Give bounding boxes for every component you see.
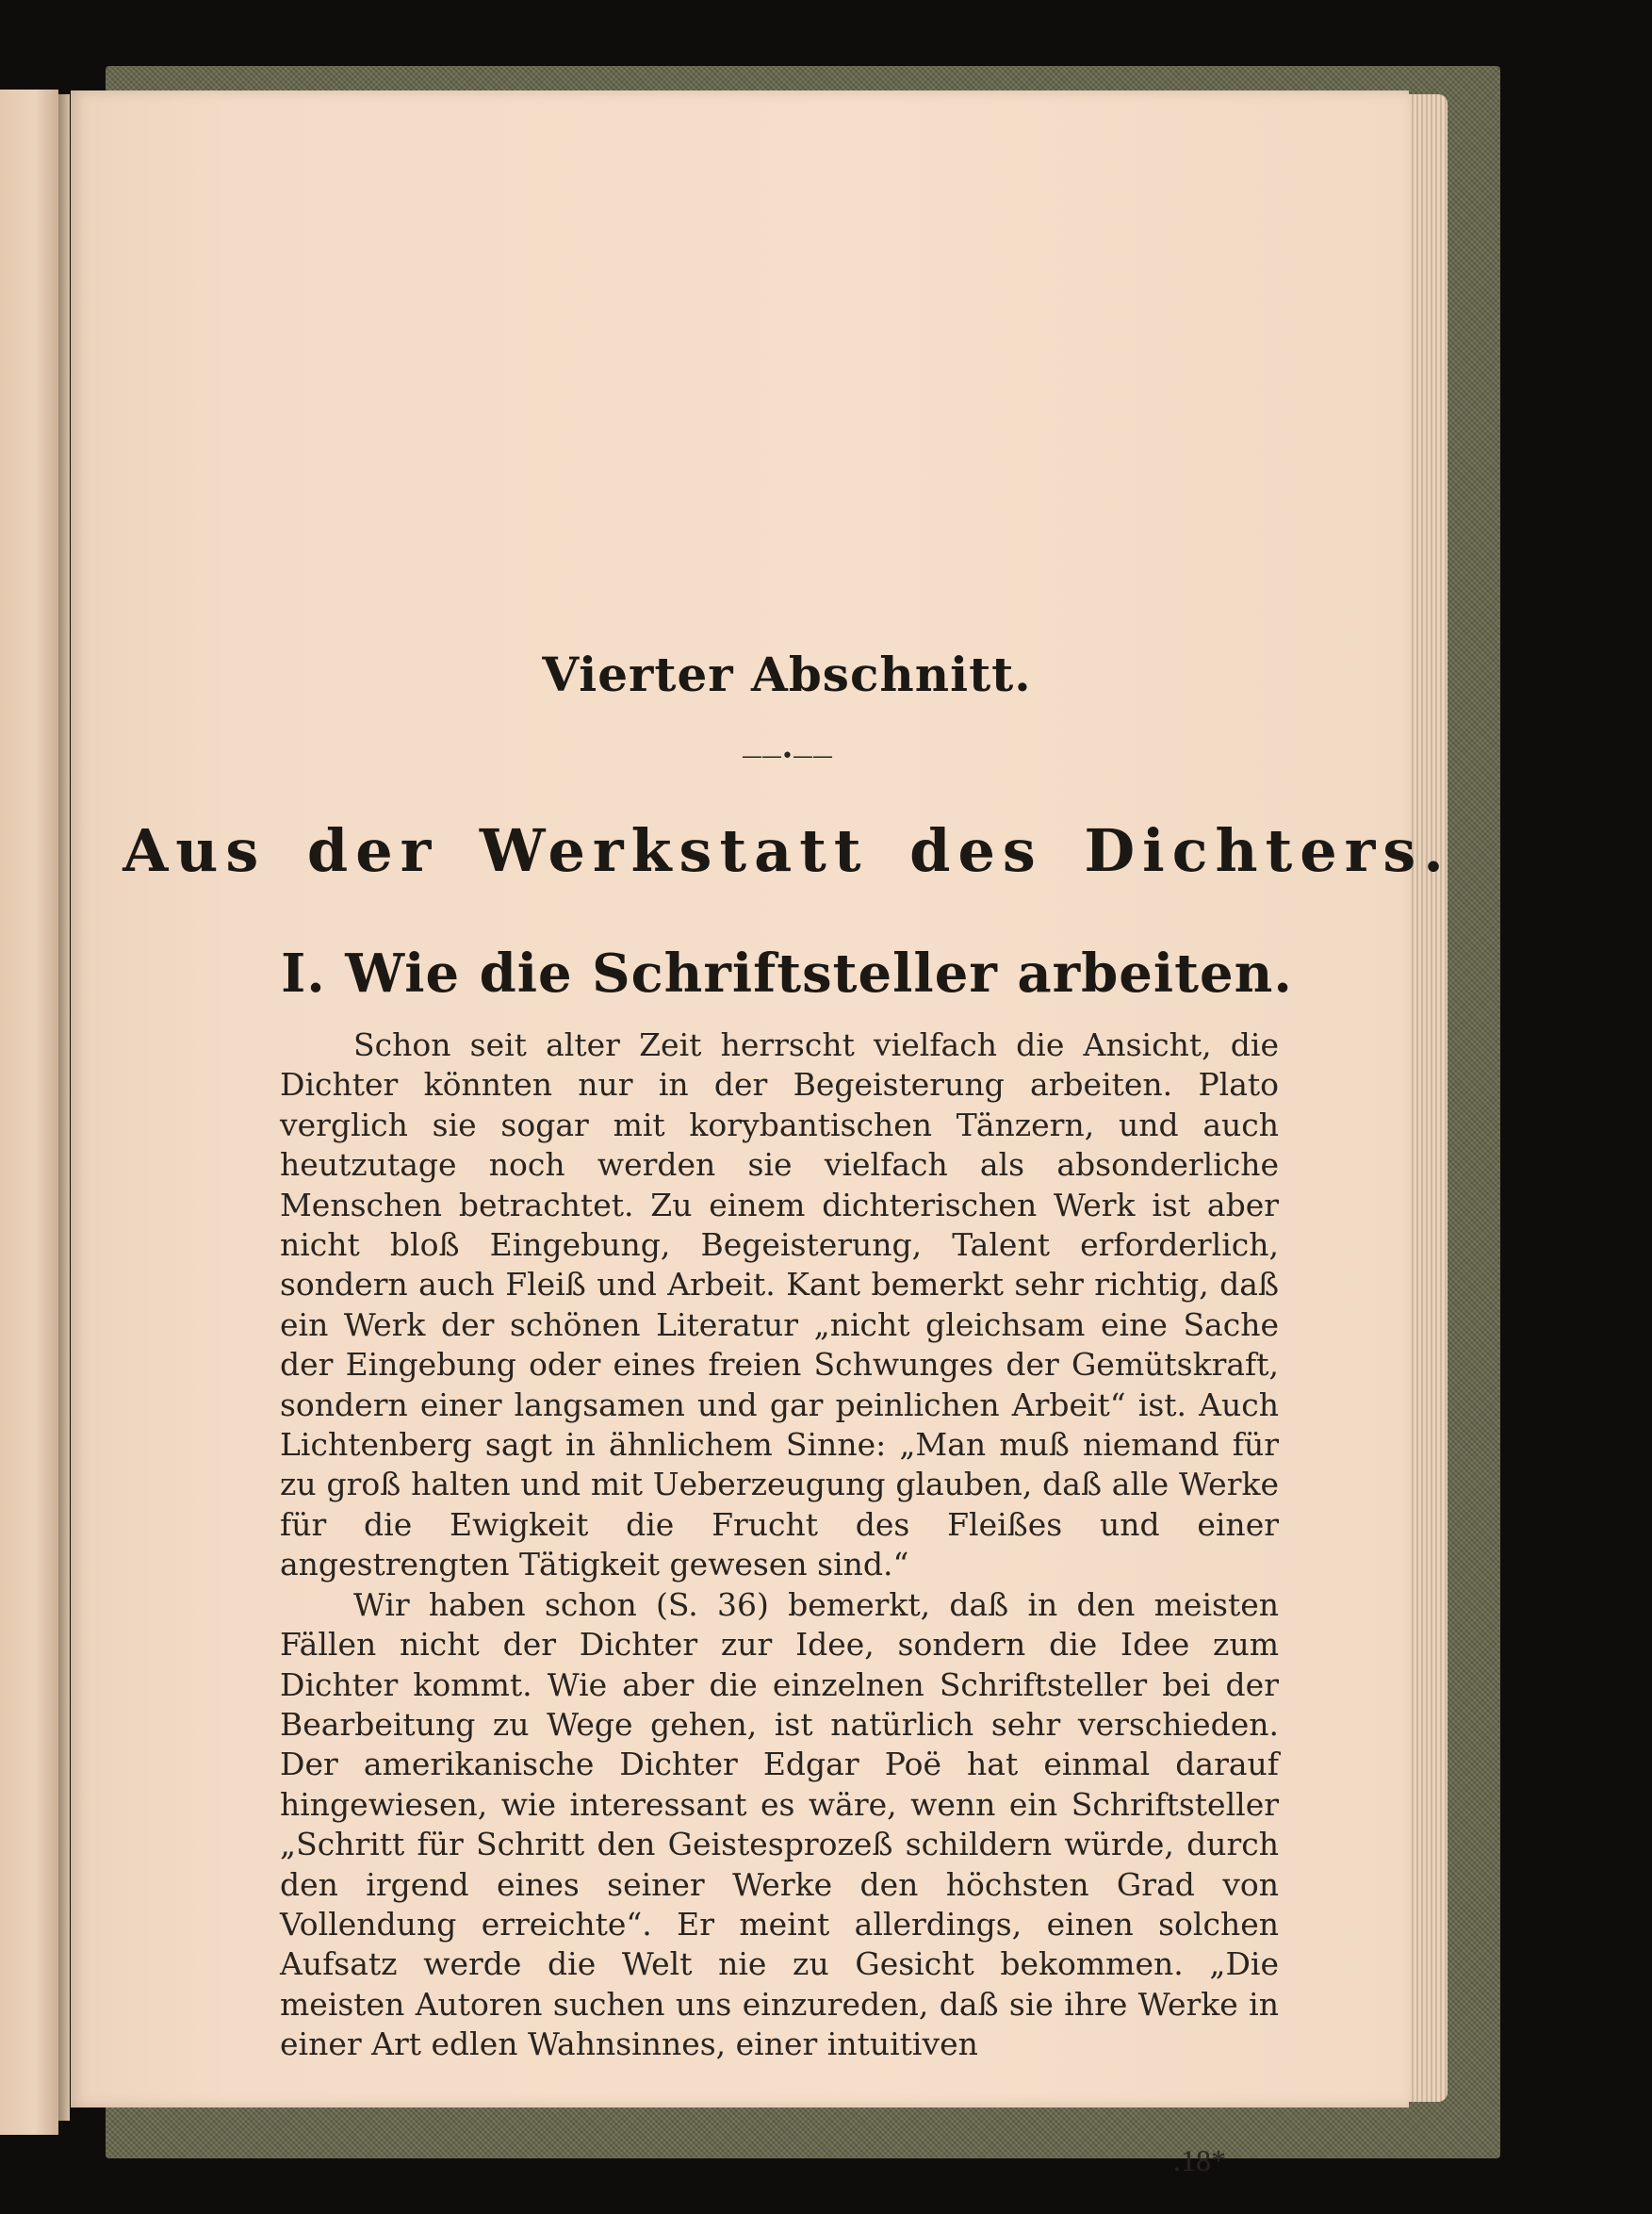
book-page [71,90,1451,2177]
section-title: I. Wie die Schriftsteller arbeiten. [281,943,1293,1005]
body-text [280,1025,1279,2065]
left-page-edge [0,90,58,2135]
book-gutter [58,94,70,2121]
paragraph: Schon seit alter Zeit herrscht vielfach die Ansicht, die Dichter könnten nur in der Begeisterung arbeiten. Plato verglich sie sogar mit korybantischen Tänzern, und auch heutzutage noch werden sie vielfach als absonderliche Menschen betrachtet. Zu einem dichterischen Werk ist aber nicht bloß Eingebung, Begeisterung, Talent erforderlich, sondern auch Fleiß und Arbeit. Kant bemerkt sehr richtig, daß ein Werk der schönen Literatur „nicht gleichsam eine Sache der Eingebung oder eines freien Schwunges der Gemütskraft, sondern einer langsamen und gar peinlichen Arbeit“ ist. Auch Lichtenberg sagt in ähnlichem Sinne: „Man muß niemand für zu groß halten und mit Ueberzeugung glauben, daß alle Werke für die Ewigkeit die Frucht des Fleißes und einer angestrengten Tätigkeit gewesen sind.“ [280,1026,1279,1583]
printer-signature: .18* [1173,2143,1226,2177]
part-heading: Vierter Abschnitt. [542,647,1032,702]
chapter-title: Aus der Werkstatt des Dichters. [123,816,1451,885]
paragraph: Wir haben schon (S. 36) bemerkt, daß in den meisten Fällen nicht der Dichter zur Idee, sondern die Idee zum Dichter kommt. Wie aber die einzelnen Schriftsteller bei der Bearbeitung zu Wege gehen, ist natürlich sehr verschieden. Der amerikanische Dichter Edgar Poë hat einmal darauf hingewiesen, wie interessant es wäre, wenn ein Schriftsteller „Schritt für Schritt den Geistesprozeß schildern würde, durch den irgend eines seiner Werke den höchsten Grad von Vollendung erreichte“. Er meint allerdings, einen solchen Aufsatz werde die Welt nie zu Gesicht bekommen. „Die meisten Autoren suchen uns einzureden, daß sie ihre Werke in einer Art edlen Wahnsinnes, einer intuitiven [280,1585,1279,2063]
ornament-divider: ——•—— [742,745,832,768]
